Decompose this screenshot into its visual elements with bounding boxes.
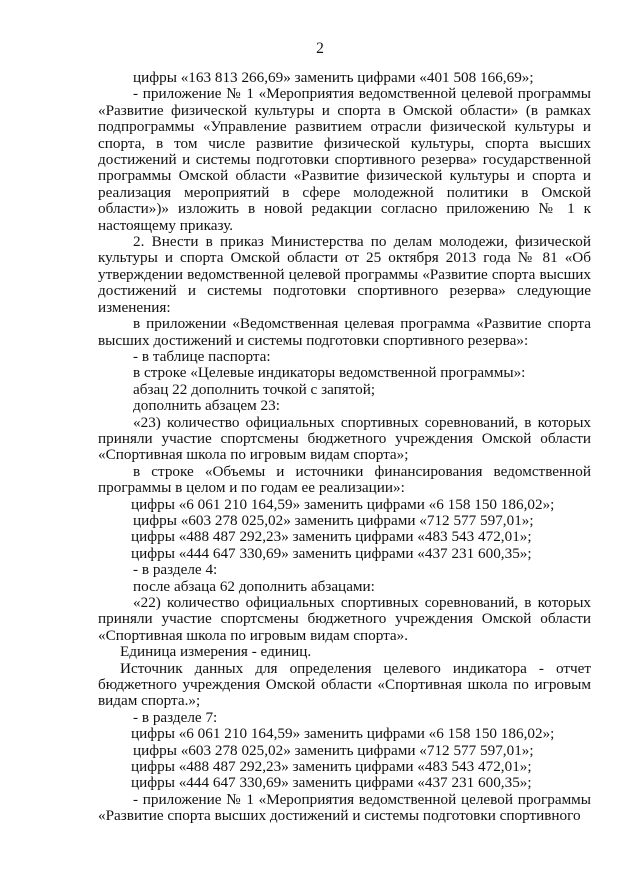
paragraph: цифры «444 647 330,69» заменить цифрами «437 231 600,35»;	[131, 544, 532, 562]
paragraph: в приложении «Ведомственная целевая программа «Развитие спорта высших достижений и системы подготовки спортивного резерва»:	[98, 315, 591, 349]
paragraph: цифры «603 278 025,02» заменить цифрами «712 577 597,01»;	[133, 741, 534, 759]
paragraph: - приложение № 1 «Мероприятия ведомственной целевой программы «Развитие спорта высших достижений и системы подготовки спортивного	[98, 790, 591, 825]
paragraph: цифры «444 647 330,69» заменить цифрами «437 231 600,35»;	[131, 774, 532, 792]
paragraph: цифры «163 813 266,69» заменить цифрами «401 508 166,69»;	[133, 69, 534, 86]
paragraph: цифры «488 487 292,23» заменить цифрами «483 543 472,01»;	[131, 758, 532, 776]
paragraph: в строке «Объемы и источники финансирования ведомственной программы в целом и по годам ее реализации»:	[98, 462, 591, 497]
paragraph: Единица измерения - единиц.	[120, 643, 312, 661]
paragraph: в строке «Целевые индикаторы ведомственной программы»:	[133, 364, 526, 382]
paragraph: цифры «488 487 292,23» заменить цифрами «483 543 472,01»;	[131, 528, 532, 546]
paragraph: - приложение № 1 «Мероприятия ведомственной целевой программы «Развитие физической культуры и спорта в Омской области» (в рамках подпрограммы «Управление развитием отрасли физической культуры и спорта, в том числе развитие физической культуры, спорта высших достижений и системы подготовки спортивного резерва» государственной программы Омской области «Развитие физической культуры и спорта и реализация мероприятий в сфере молодежной политики в Омской области»)» изложить в новой редакции согласно приложению № 1 к настоящему приказу.	[98, 85, 591, 234]
paragraph: «23) количество официальных спортивных соревнований, в которых приняли участие спортсмены бюджетного учреждения Омской области «Спортивная школа по игровым видам спорта»;	[98, 413, 591, 464]
paragraph: - в разделе 4:	[133, 561, 218, 579]
paragraph: «22) количество официальных спортивных соревнований, в которых приняли участие спортсмены бюджетного учреждения Омской области «Спортивная школа по игровым видам спорта».	[98, 594, 591, 644]
paragraph: цифры «6 061 210 164,59» заменить цифрами «6 158 150 186,02»;	[131, 725, 555, 743]
paragraph: Источник данных для определения целевого индикатора - отчет бюджетного учреждения Омской области «Спортивная школа по игровым видам спорта.»;	[98, 659, 591, 710]
page-number: 2	[316, 40, 324, 57]
paragraph: после абзаца 62 дополнить абзацами:	[133, 577, 375, 595]
paragraph: цифры «603 278 025,02» заменить цифрами «712 577 597,01»;	[133, 511, 534, 529]
paragraph: - в разделе 7:	[133, 708, 218, 726]
paragraph: 2. Внести в приказ Министерства по делам молодежи, физической культуры и спорта Омской области от 25 октября 2013 года № 81 «Об утверждении ведомственной целевой программы «Развитие спорта высших достижений и системы подготовки спортивного резерва» следующие изменения:	[98, 233, 591, 316]
paragraph: - в таблице паспорта:	[133, 347, 271, 365]
paragraph: абзац 22 дополнить точкой с запятой;	[133, 380, 376, 398]
document-body	[98, 70, 591, 825]
paragraph: дополнить абзацем 23:	[133, 397, 280, 415]
paragraph: цифры «6 061 210 164,59» заменить цифрами «6 158 150 186,02»;	[131, 495, 555, 513]
